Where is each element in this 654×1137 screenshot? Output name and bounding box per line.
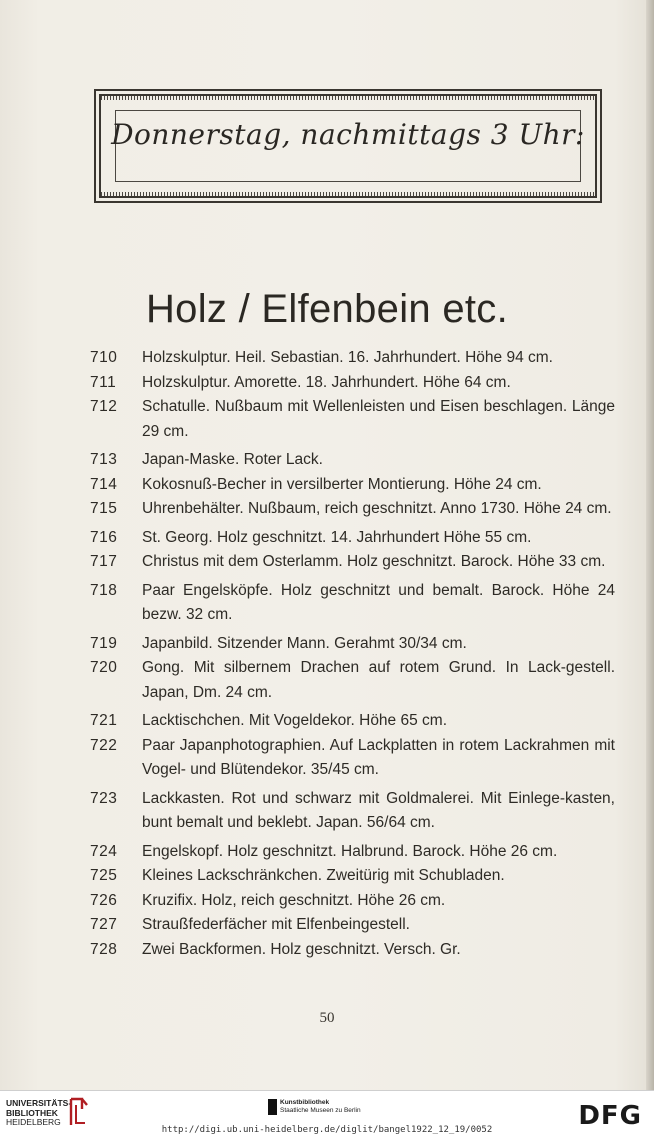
kunstbibliothek-logo[interactable] <box>280 1099 361 1115</box>
lot-description: Straußfederfächer mit Elfenbeingestell. <box>142 916 410 933</box>
lot-entry <box>90 371 615 396</box>
lot-number: 719 <box>90 634 118 652</box>
lot-description: Kruzifix. Holz, reich geschnitzt. Höhe 26 cm. <box>142 891 446 909</box>
lot-entry <box>90 448 615 473</box>
lot-entry <box>90 346 615 371</box>
kunstbibliothek-mark-icon <box>268 1099 277 1115</box>
lot-number: 713 <box>90 451 118 468</box>
digitization-footer <box>0 1090 654 1137</box>
ub-logo-line3: HEIDELBERG <box>6 1117 61 1127</box>
lot-number: 715 <box>90 500 118 517</box>
lot-number: 722 <box>90 736 118 754</box>
lot-description: Paar Japanphotographien. Auf Lackplatten in rotem Lackrahmen mit Vogel- und Blütendekor. 35/45 cm. <box>142 736 615 778</box>
ub-emblem-icon <box>68 1097 90 1127</box>
lot-entry <box>90 473 615 498</box>
lot-entry <box>90 395 615 444</box>
lot-number: 714 <box>90 475 118 493</box>
lot-description: Holzskulptur. Amorette. 18. Jahrhundert. Höhe 64 cm. <box>142 373 511 391</box>
lot-number: 727 <box>90 916 118 933</box>
page-number: 50 <box>319 1010 335 1026</box>
lot-entry <box>90 579 615 628</box>
lot-number: 728 <box>90 940 118 958</box>
lot-number: 718 <box>90 581 118 599</box>
lot-entry <box>90 787 615 836</box>
lot-entry <box>90 709 615 734</box>
lot-description: Kokosnuß-Becher in versilberter Montierung. Höhe 24 cm. <box>142 475 542 493</box>
lot-description: Gong. Mit silbernem Drachen auf rotem Grund. In Lack-gestell. Japan, Dm. 24 cm. <box>142 659 615 701</box>
lot-description: Japan-Maske. Roter Lack. <box>142 451 323 468</box>
lot-description: Lacktischchen. Mit Vogeldekor. Höhe 65 cm. <box>142 712 447 729</box>
ub-logo-line1: UNIVERSITÄTS- <box>6 1098 72 1108</box>
dfg-logo[interactable]: DFG <box>578 1101 642 1131</box>
lot-description: Engelskopf. Holz geschnitzt. Halbrund. Barock. Höhe 26 cm. <box>142 842 558 860</box>
lot-number: 717 <box>90 553 118 570</box>
lot-list <box>90 346 615 962</box>
lot-entry <box>90 656 615 705</box>
lot-entry <box>90 632 615 657</box>
kb-line2: Staatliche Museen zu Berlin <box>280 1107 361 1114</box>
ub-logo-line2: BIBLIOTHEK <box>6 1107 58 1118</box>
lot-entry <box>90 526 615 551</box>
lot-number: 726 <box>90 891 118 909</box>
lot-entry <box>90 734 615 783</box>
lot-entry <box>90 913 615 938</box>
source-url-link[interactable]: http://digi.ub.uni-heidelberg.de/diglit/bangel1922_12_19/0052 <box>161 1125 493 1135</box>
lot-description: Holzskulptur. Heil. Sebastian. 16. Jahrhundert. Höhe 94 cm. <box>142 349 553 366</box>
lot-number: 723 <box>90 789 118 807</box>
kb-line1: Kunstbibliothek <box>280 1099 330 1106</box>
lot-number: 721 <box>90 712 118 729</box>
lot-description: St. Georg. Holz geschnitzt. 14. Jahrhundert Höhe 55 cm. <box>142 528 532 546</box>
lot-number: 711 <box>90 373 117 391</box>
lot-entry <box>90 840 615 865</box>
lot-description: Christus mit dem Osterlamm. Holz geschnitzt. Barock. Höhe 33 cm. <box>142 553 606 570</box>
lot-entry <box>90 550 615 575</box>
lot-description: Schatulle. Nußbaum mit Wellenleisten und Eisen beschlagen. Länge 29 cm. <box>142 398 615 440</box>
lot-number: 712 <box>90 398 118 415</box>
lot-description: Zwei Backformen. Holz geschnitzt. Versch. Gr. <box>142 940 461 958</box>
lot-description: Kleines Lackschränkchen. Zweitürig mit Schubladen. <box>142 867 505 884</box>
lot-entry <box>90 889 615 914</box>
lot-number: 724 <box>90 842 118 860</box>
lot-entry <box>90 497 615 522</box>
lot-description: Uhrenbehälter. Nußbaum, reich geschnitzt. Anno 1730. Höhe 24 cm. <box>142 500 612 517</box>
lot-entry <box>90 864 615 889</box>
lot-number: 716 <box>90 528 118 546</box>
lot-description: Paar Engelsköpfe. Holz geschnitzt und bemalt. Barock. Höhe 24 bezw. 32 cm. <box>142 581 615 623</box>
banner-text: Donnerstag, nachmittags 3 Uhr: <box>111 118 585 151</box>
lot-number: 710 <box>90 349 118 366</box>
page-edge <box>646 0 654 1090</box>
lot-number: 725 <box>90 867 118 884</box>
session-banner <box>94 89 602 203</box>
section-title: Holz / Elfenbein etc. <box>145 287 509 331</box>
ub-heidelberg-logo[interactable] <box>6 1099 71 1128</box>
lot-number: 720 <box>90 659 118 676</box>
lot-entry <box>90 938 615 963</box>
lot-description: Japanbild. Sitzender Mann. Gerahmt 30/34 cm. <box>142 634 467 652</box>
lot-description: Lackkasten. Rot und schwarz mit Goldmalerei. Mit Einlege-kasten, bunt bemalt und beklebt. Japan. 56/64 cm. <box>142 789 615 831</box>
